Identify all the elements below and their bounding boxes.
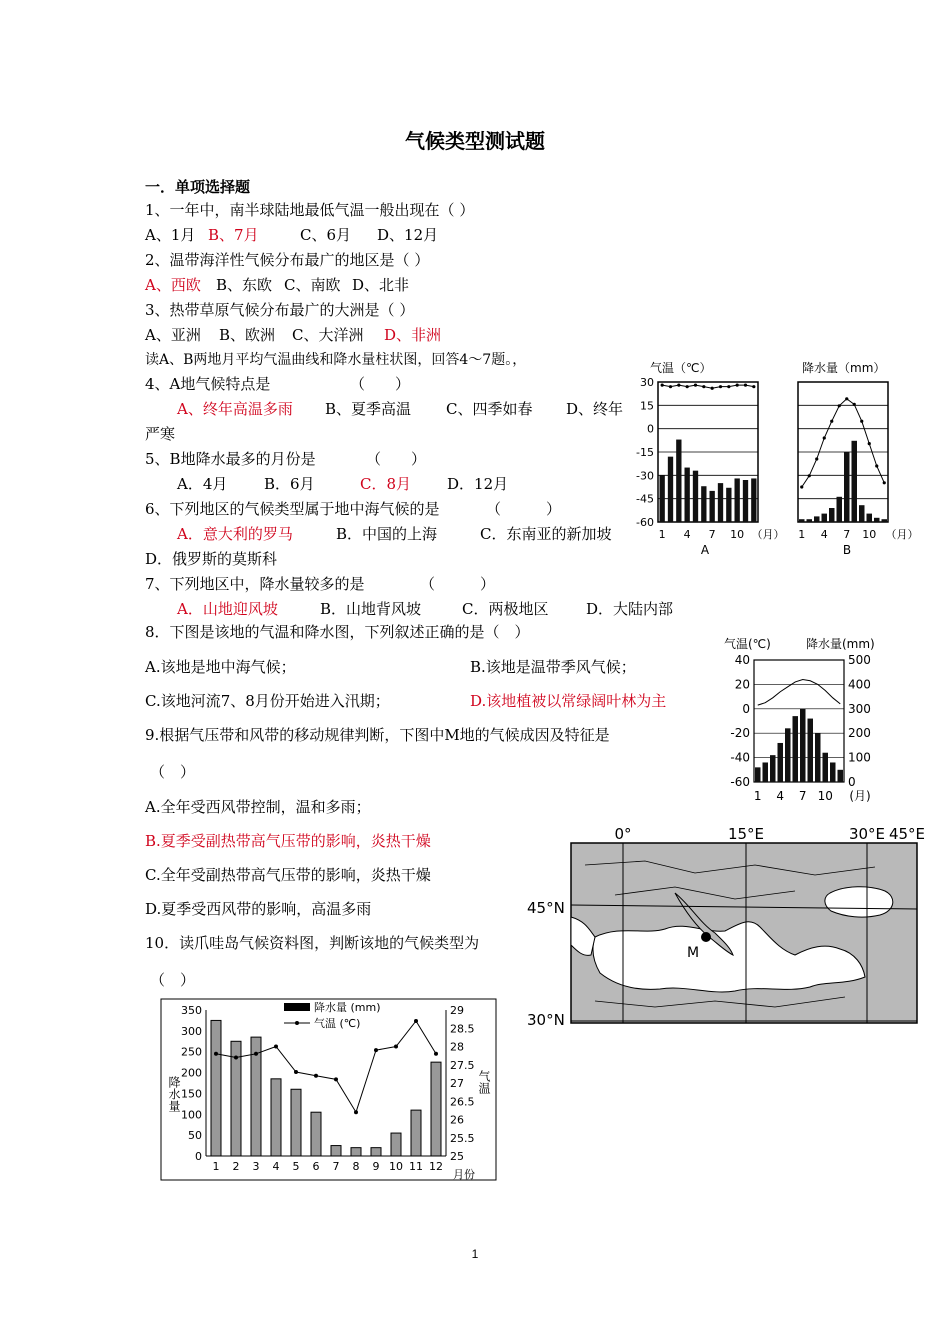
chart-a-temp-point (677, 384, 680, 387)
chart-q8-bar (793, 716, 799, 782)
chart-b-xunit: （月） (885, 528, 919, 541)
chart-a-temp-point (744, 384, 747, 387)
chart-a-ytick: 15 (640, 399, 654, 413)
chart-a-xtick: 10 (730, 528, 745, 541)
chart-java-temp-point (294, 1070, 298, 1074)
chart-java-ytick-right: 25 (450, 1150, 464, 1163)
chart-q8-ytick-left: 0 (742, 701, 750, 716)
chart-a-temp-point (719, 385, 722, 388)
chart-b-temp-point (853, 403, 856, 406)
chart-a-temp-point (702, 385, 705, 388)
q7-paren: （ ） (420, 575, 496, 593)
q9-option-d: D.夏季受西风带的影响，高温多雨 (145, 900, 372, 918)
chart-q8-ytick-right: 0 (848, 775, 856, 789)
q7-option-d: D．大陆内部 (586, 600, 674, 618)
q5-option-c: C．8月 (360, 475, 412, 493)
page-number: 1 (471, 1247, 479, 1261)
chart-b-temp-point (838, 404, 841, 407)
chart-q8-ytick-left: -40 (730, 750, 750, 765)
chart-a-ytick: -30 (636, 469, 654, 483)
chart-java-xtick: 3 (252, 1160, 260, 1173)
read-instruction: 读A、B两地月平均气温曲线和降水量柱状图，回答4～7题。， (145, 352, 527, 368)
q8-option-b: B.该地是温带季风气候； (470, 658, 636, 676)
chart-b-ylabel: 降水量（mm） (802, 361, 886, 375)
chart-q8-bar (755, 767, 761, 782)
q5-option-b: B．6月 (264, 475, 315, 493)
q4-option-d: D、终年 (566, 400, 624, 418)
q7-option-a: A．山地迎风坡 (177, 600, 278, 618)
chart-q8-ytick-right: 400 (848, 677, 871, 692)
chart-b-temp-point (815, 457, 818, 460)
chart-q8-xtick: 7 (798, 789, 807, 803)
chart-a-xtick: 7 (708, 528, 716, 541)
chart-b-temp-point (875, 464, 878, 467)
q2-option-b: B、东欧 (216, 276, 273, 294)
chart-java-ylabel-left: 降水量 (167, 1076, 181, 1112)
chart-q8-temp-line (758, 680, 841, 706)
map-lat-label-45: 45°N (527, 899, 565, 917)
q6-option-b: B．中国的上海 (336, 525, 438, 543)
chart-java-temp-point (214, 1052, 218, 1056)
chart-q8 (720, 634, 900, 810)
chart-a-bar (693, 471, 698, 522)
chart-q8-ytick-left: -20 (730, 726, 750, 741)
chart-q8-bar (763, 762, 769, 782)
chart-b-bar (882, 519, 888, 522)
q5-option-a: A．4月 (177, 475, 228, 493)
chart-java-xtick: 5 (292, 1160, 300, 1173)
chart-java-legend-bar-swatch (284, 1003, 310, 1011)
chart-a-xtick: 1 (658, 528, 666, 541)
chart-b-bar (859, 505, 865, 522)
map-point-m (701, 932, 711, 942)
q4-option-b: B、夏季高温 (325, 400, 412, 418)
chart-q8-ytick-left: 20 (734, 677, 750, 692)
map-lon-label: 30°E (848, 825, 886, 843)
chart-java-bar (331, 1146, 341, 1156)
q2-stem: 2、温带海洋性气候分布最广的地区是（ ） (145, 251, 430, 269)
q9-option-c: C.全年受副热带高气压带的影响，炎热干燥 (145, 866, 431, 884)
chart-java-xtick: 2 (232, 1160, 240, 1173)
chart-q8-bar (778, 743, 784, 782)
q6-stem: 6、下列地区的气候类型属于地中海气候的是 (145, 500, 440, 518)
chart-a-label: A (700, 543, 710, 557)
chart-java-bar (271, 1079, 281, 1156)
chart-b-temp-point (830, 420, 833, 423)
chart-b (792, 358, 922, 558)
q3-option-c: C、大洋洲 (292, 326, 364, 344)
chart-java-ytick-right: 25.5 (450, 1131, 475, 1145)
chart-q8-bar (808, 719, 814, 782)
q6-option-d: D．俄罗斯的莫斯科 (145, 550, 278, 568)
chart-java-ytick-right: 29 (450, 1004, 464, 1017)
chart-q8-bar (785, 728, 791, 782)
chart-java-bar (371, 1148, 381, 1156)
q7-stem: 7、下列地区中，降水量较多的是 (145, 575, 365, 593)
q1-option-a: A、1月 (145, 226, 196, 244)
q3-option-d: D、非洲 (384, 326, 442, 344)
chart-java-legend-bar: 降水量 (mm) (314, 1001, 381, 1014)
chart-java-temp-point (354, 1110, 358, 1114)
chart-java-xtick: 7 (332, 1160, 340, 1173)
chart-q8-bar (815, 733, 821, 782)
chart-b-bar (814, 516, 820, 522)
chart-a-temp-point (727, 385, 730, 388)
chart-b-xtick: 4 (820, 528, 828, 541)
chart-java-xtick: 10 (389, 1160, 403, 1173)
chart-b-bar (837, 497, 843, 522)
q8-stem: 8．下图是该地的气温和降水图，下列叙述正确的是（ ） (145, 623, 530, 641)
q8-option-d: D.该地植被以常绿阔叶林为主 (470, 692, 667, 710)
chart-java-bar (411, 1110, 421, 1156)
chart-b-bar (844, 452, 850, 522)
chart-java-ytick-right: 26 (450, 1113, 464, 1127)
chart-a-xtick: 4 (683, 528, 691, 541)
q5-option-d: D．12月 (447, 475, 509, 493)
chart-java-xtick: 8 (352, 1160, 360, 1173)
chart-java-temp-point (334, 1077, 338, 1081)
chart-a-ytick: -15 (636, 446, 654, 459)
chart-b-temp-point (845, 397, 848, 400)
mediterranean-map (525, 825, 925, 1035)
q7-option-c: C．两极地区 (462, 600, 549, 618)
chart-q8-bar (830, 762, 836, 782)
chart-b-xtick: 7 (843, 528, 851, 541)
chart-a-ytick: -60 (636, 516, 654, 529)
map-point-m-label: M (687, 945, 700, 961)
chart-java-ytick-right: 28.5 (450, 1022, 475, 1036)
chart-java-xtick: 4 (272, 1160, 280, 1173)
chart-java-bar (391, 1133, 401, 1156)
chart-a (630, 358, 785, 558)
chart-a-temp-point (694, 384, 697, 387)
map-lon-label: 0° (614, 825, 632, 843)
q5-paren: （ ） (366, 450, 427, 468)
q6-option-c: C．东南亚的新加坡 (480, 525, 612, 543)
chart-java-xtick: 11 (409, 1160, 423, 1173)
q9-stem: 9.根据气压带和风带的移动规律判断，下图中M地的气候成因及特征是 (145, 726, 610, 744)
chart-q8-xtick: 10 (817, 789, 833, 803)
chart-java-ytick-right: 26.5 (450, 1095, 475, 1109)
chart-a-temp-point (711, 387, 714, 390)
chart-q8-ytick-right: 100 (848, 750, 871, 765)
chart-java-ytick-right: 27 (450, 1077, 464, 1090)
chart-java-temp-point (274, 1045, 278, 1049)
chart-b-temp-point (883, 481, 886, 484)
chart-a-ytick: 30 (640, 376, 654, 389)
chart-q8-bar (800, 709, 806, 782)
chart-java-temp-point (394, 1045, 398, 1049)
chart-b-bar (874, 518, 880, 522)
chart-b-temp-point (808, 474, 811, 477)
q9-paren: （ ） (150, 763, 196, 781)
chart-q8-ylabel-right: 降水量(mm) (806, 637, 875, 651)
chart-java-ytick-left: 0 (195, 1150, 202, 1163)
q8-option-c: C.该地河流7、8月份开始进入汛期； (145, 692, 390, 710)
chart-java-bar (211, 1020, 221, 1156)
chart-b-bar (799, 519, 805, 522)
chart-b-temp-line (802, 399, 885, 487)
chart-a-bar (743, 480, 748, 522)
section-heading: 一．单项选择题 (145, 178, 251, 196)
chart-java-ytick-right: 27.5 (450, 1058, 475, 1072)
q6-paren: （ ） (486, 500, 562, 518)
chart-java-temp-point (414, 1019, 418, 1023)
chart-java-xunit: 月份 (453, 1168, 475, 1181)
chart-a-temp-point (669, 385, 672, 388)
chart-q8-bar (823, 753, 829, 782)
chart-a-bar (668, 457, 673, 522)
chart-java-xtick: 9 (372, 1160, 380, 1173)
chart-java-ytick-left: 300 (181, 1024, 202, 1038)
chart-a-bar (735, 478, 740, 522)
q10-stem: 10．读爪哇岛气候资料图，判断该地的气候类型为 (145, 934, 480, 952)
chart-q8-bar (838, 770, 844, 782)
chart-q8-xunit: (月) (849, 789, 871, 803)
chart-java-legend-line: 气温 (℃) (314, 1017, 361, 1030)
chart-b-xtick: 1 (798, 528, 806, 541)
chart-a-bar (701, 486, 706, 522)
map-black-sea (825, 887, 893, 917)
chart-a-temp-point (661, 384, 664, 387)
chart-java-temp-point (434, 1052, 438, 1056)
q4-paren: （ ） (350, 375, 411, 393)
chart-b-bar (867, 514, 873, 522)
chart-a-bar (718, 483, 723, 522)
chart-java-legend-line-dot (295, 1021, 299, 1025)
map-lat-label-30: 30°N (527, 1011, 565, 1029)
chart-java-bar (431, 1062, 441, 1156)
chart-a-bar (660, 475, 665, 522)
chart-java-xtick: 6 (312, 1160, 320, 1173)
chart-java-ytick-left: 250 (181, 1045, 202, 1059)
chart-a-temp-point (752, 385, 755, 388)
chart-q8-ylabel-left: 气温(℃) (724, 637, 771, 651)
chart-b-temp-point (860, 420, 863, 423)
q2-option-d: D、北非 (352, 276, 410, 294)
q7-option-b: B．山地背风坡 (320, 600, 422, 618)
q2-option-a: A、西欧 (145, 276, 201, 294)
chart-b-bar (852, 441, 858, 522)
q3-option-b: B、欧洲 (219, 326, 276, 344)
chart-java-bar (291, 1089, 301, 1156)
chart-a-ytick: 0 (647, 422, 654, 436)
q4-option-d-cont: 严寒 (145, 425, 176, 443)
chart-b-bar (822, 514, 828, 522)
chart-a-bar (751, 478, 756, 522)
chart-a-bar (685, 468, 690, 522)
chart-java-temp-point (314, 1074, 318, 1078)
chart-java-ytick-left: 200 (181, 1066, 202, 1080)
q5-stem: 5、B地降水最多的月份是 (145, 450, 316, 468)
q2-option-c: C、南欧 (284, 276, 341, 294)
chart-q8-ytick-right: 200 (848, 726, 871, 741)
q8-option-a: A.该地是地中海气候； (145, 658, 296, 676)
chart-java-ytick-left: 100 (181, 1108, 202, 1122)
chart-q8-xtick: 1 (753, 789, 762, 803)
chart-java-xtick: 1 (212, 1160, 220, 1173)
chart-a-xunit: （月） (751, 528, 785, 541)
chart-a-ytick: -45 (636, 492, 654, 506)
chart-java-temp-point (234, 1055, 238, 1059)
chart-q8-xtick: 4 (776, 789, 785, 803)
q3-stem: 3、热带草原气候分布最广的大洲是（ ） (145, 301, 415, 319)
chart-java-bar (351, 1148, 361, 1156)
q9-option-a: A.全年受西风带控制，温和多雨； (145, 798, 371, 816)
chart-a-bar (710, 491, 715, 522)
chart-java-ylabel-right: 气温 (477, 1070, 491, 1094)
chart-java-temp-point (374, 1048, 378, 1052)
chart-java-temp-point (254, 1052, 258, 1056)
q1-stem: 1、一年中，南半球陆地最低气温一般出现在（ ） (145, 201, 475, 219)
q1-option-d: D、12月 (377, 226, 439, 244)
chart-java-ytick-left: 350 (181, 1004, 202, 1017)
chart-java-temp-line (216, 1021, 436, 1112)
q3-option-a: A、亚洲 (145, 326, 201, 344)
chart-a-bar (726, 488, 731, 522)
chart-b-temp-point (823, 436, 826, 439)
chart-b-temp-point (800, 485, 803, 488)
map-lon-label: 15°E (727, 825, 765, 843)
chart-b-bar (829, 508, 835, 522)
chart-q8-ytick-right: 500 (848, 653, 871, 667)
q10-paren: （ ） (150, 971, 196, 989)
page-title: 气候类型测试题 (405, 129, 545, 153)
chart-java-bar (311, 1112, 321, 1156)
chart-java-ytick-right: 28 (450, 1040, 464, 1054)
chart-java (160, 998, 498, 1182)
chart-a-bar (676, 440, 681, 522)
chart-a-temp-point (736, 384, 739, 387)
q1-option-c: C、6月 (300, 226, 352, 244)
q1-option-b: B、7月 (208, 226, 259, 244)
chart-java-ytick-left: 150 (181, 1087, 202, 1101)
map-lon-label: 45°E (888, 825, 926, 843)
chart-java-ytick-left: 50 (188, 1129, 202, 1143)
chart-b-label: B (842, 543, 852, 557)
q4-option-c: C、四季如春 (446, 400, 533, 418)
chart-b-bar (807, 519, 813, 522)
chart-q8-ytick-left: 40 (734, 653, 750, 667)
chart-q8-ytick-left: -60 (730, 775, 750, 789)
chart-q8-bar (770, 755, 776, 782)
chart-b-temp-point (868, 442, 871, 445)
chart-b-xtick: 10 (862, 528, 877, 541)
q6-option-a: A．意大利的罗马 (177, 525, 293, 543)
chart-a-temp-line (662, 385, 754, 388)
q4-stem: 4、A地气候特点是 (145, 375, 271, 393)
q9-option-b: B.夏季受副热带高气压带的影响，炎热干燥 (145, 832, 431, 850)
chart-a-ylabel: 气温（℃） (650, 361, 712, 375)
q4-option-a: A、终年高温多雨 (177, 400, 293, 418)
chart-q8-ytick-right: 300 (848, 701, 871, 716)
chart-java-xtick: 12 (429, 1160, 443, 1173)
chart-a-temp-point (686, 385, 689, 388)
